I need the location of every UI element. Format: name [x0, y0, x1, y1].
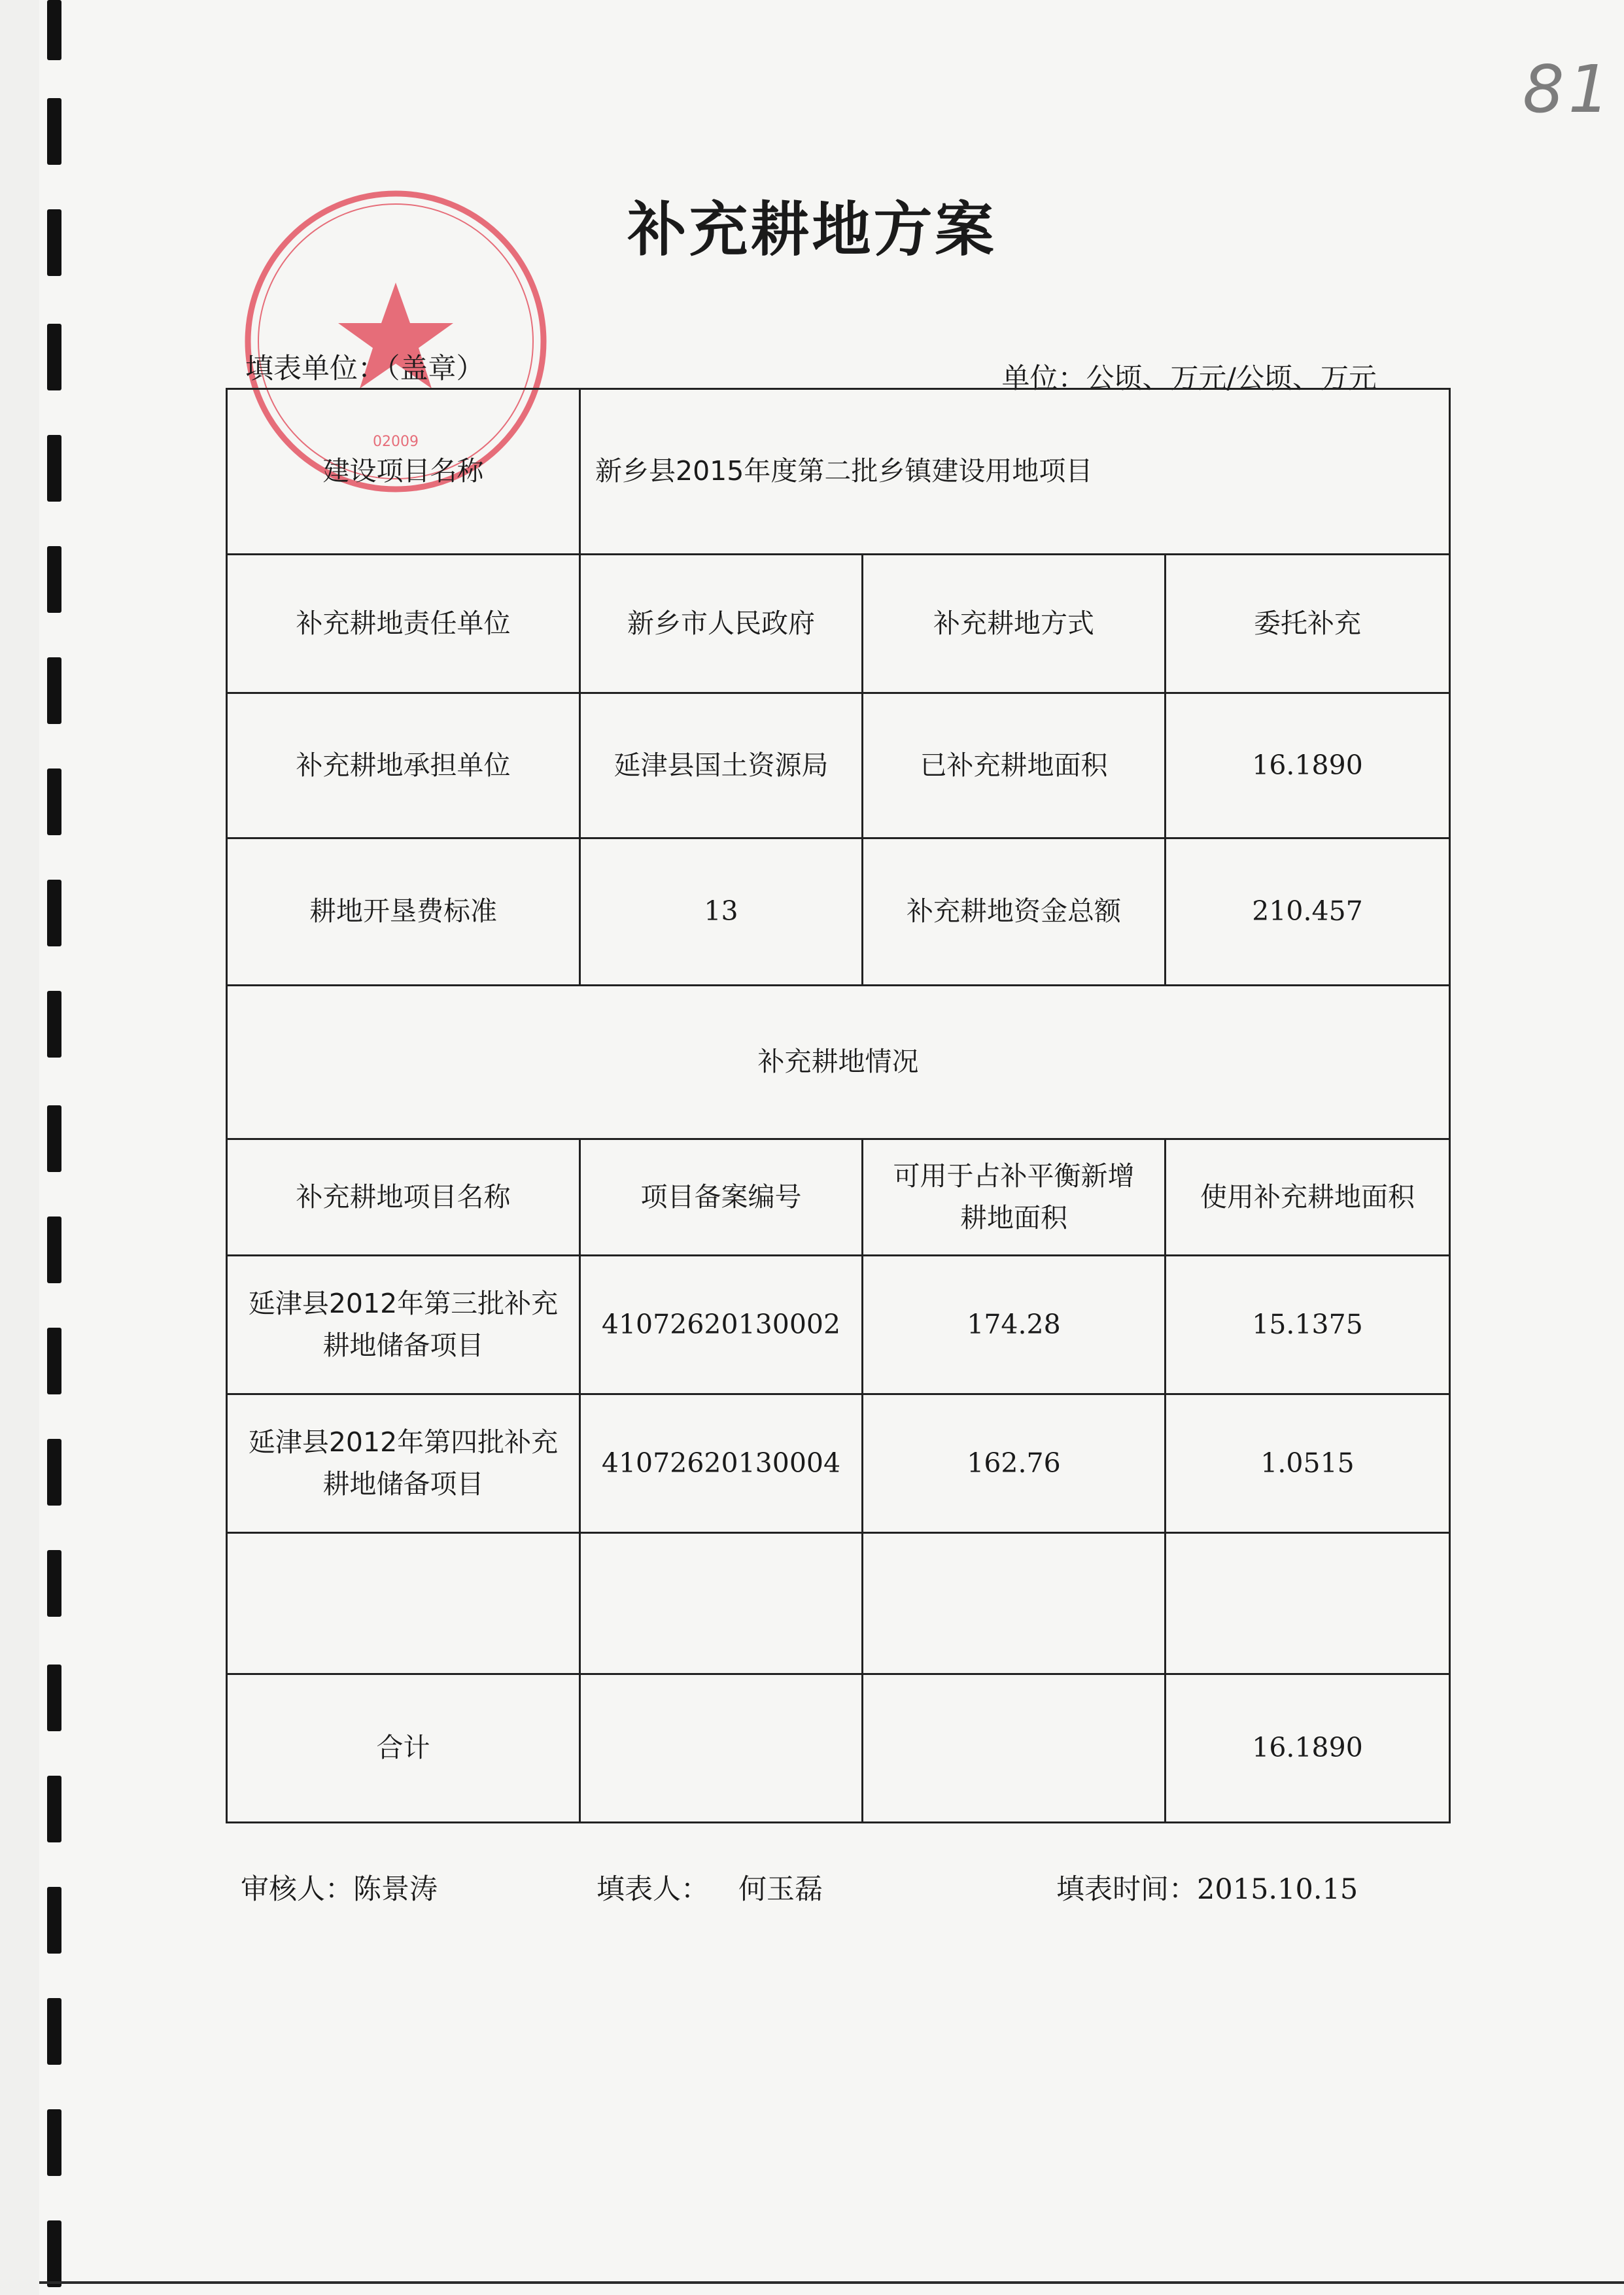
table-row	[227, 1394, 1450, 1533]
table-row	[227, 838, 1450, 986]
column-header: 使用补充耕地面积	[1166, 1139, 1450, 1256]
used-area-cell: 15.1375	[1166, 1256, 1450, 1394]
binding-strip	[0, 0, 39, 2295]
footer-date	[1056, 1867, 1358, 1907]
table-row	[227, 389, 1450, 555]
binding-mark	[47, 768, 61, 835]
supplemented-area-value: 16.1890	[1166, 693, 1450, 838]
column-header: 可用于占补平衡新增耕地面积	[863, 1139, 1166, 1256]
binding-mark	[47, 1998, 61, 2065]
table-total-row	[227, 1674, 1450, 1823]
binding-mark	[47, 324, 61, 390]
reclamation-fee-label: 耕地开垦费标准	[227, 838, 580, 986]
used-area-cell: 1.0515	[1166, 1394, 1450, 1533]
section-title: 补充耕地情况	[227, 986, 1450, 1139]
document-title: 补充耕地方案	[627, 196, 997, 264]
binding-mark	[47, 2220, 61, 2287]
table-row	[227, 693, 1450, 838]
bottom-rule	[39, 2281, 1624, 2284]
binding-mark	[47, 1328, 61, 1394]
binding-mark	[47, 657, 61, 724]
method-label: 补充耕地方式	[863, 555, 1166, 693]
column-header: 补充耕地项目名称	[227, 1139, 580, 1256]
binding-mark	[47, 1776, 61, 1842]
land-supplement-table	[226, 388, 1451, 1823]
supplemented-area-label: 已补充耕地面积	[863, 693, 1166, 838]
responsible-unit-value: 新乡市人民政府	[580, 555, 863, 693]
filler-name: 何玉磊	[738, 1873, 823, 1906]
binding-mark	[47, 0, 61, 60]
footer-reviewer	[241, 1867, 438, 1907]
reviewer-label: 审核人：	[241, 1873, 353, 1906]
empty-cell	[580, 1674, 863, 1823]
binding-mark	[47, 2109, 61, 2176]
table-header-row	[227, 1139, 1450, 1256]
binding-mark	[47, 1439, 61, 1506]
project-name-cell: 延津县2012年第三批补充耕地储备项目	[227, 1256, 580, 1394]
unit-note: 单位：公顷、万元/公顷、万元	[1001, 362, 1377, 395]
available-area-cell: 174.28	[863, 1256, 1166, 1394]
undertaking-unit-label: 补充耕地承担单位	[227, 693, 580, 838]
footer-filler	[596, 1867, 823, 1907]
binding-mark	[47, 1105, 61, 1172]
method-value: 委托补充	[1166, 555, 1450, 693]
table-row	[227, 1256, 1450, 1394]
empty-cell	[580, 1533, 863, 1674]
table-row-empty	[227, 1533, 1450, 1674]
date-label: 填表时间：	[1056, 1873, 1197, 1906]
reclamation-fee-value: 13	[580, 838, 863, 986]
reviewer-name: 陈景涛	[353, 1873, 438, 1906]
binding-mark	[47, 546, 61, 613]
empty-cell	[227, 1533, 580, 1674]
seal-code: 02009	[373, 434, 419, 450]
binding-mark	[47, 1665, 61, 1731]
total-funds-label: 补充耕地资金总额	[863, 838, 1166, 986]
undertaking-unit-value: 延津县国土资源局	[580, 693, 863, 838]
record-number-cell: 41072620130004	[580, 1394, 863, 1533]
fill-unit-label: 填表单位：（盖章）	[245, 353, 485, 385]
binding-mark	[47, 1550, 61, 1617]
page-number: 81	[1523, 51, 1614, 128]
binding-mark	[47, 1217, 61, 1283]
table-row	[227, 986, 1450, 1139]
empty-cell	[863, 1533, 1166, 1674]
record-number-cell: 41072620130002	[580, 1256, 863, 1394]
binding-mark	[47, 991, 61, 1058]
total-used-area: 16.1890	[1166, 1674, 1450, 1823]
empty-cell	[1166, 1533, 1450, 1674]
binding-mark	[47, 98, 61, 165]
empty-cell	[863, 1674, 1166, 1823]
binding-mark	[47, 880, 61, 946]
total-label: 合计	[227, 1674, 580, 1823]
binding-mark	[47, 1887, 61, 1954]
column-header: 项目备案编号	[580, 1139, 863, 1256]
responsible-unit-label: 补充耕地责任单位	[227, 555, 580, 693]
project-name-label: 建设项目名称	[227, 389, 580, 555]
filler-label: 填表人：	[596, 1873, 709, 1906]
project-name-value: 新乡县2015年度第二批乡镇建设用地项目	[580, 389, 1450, 555]
project-name-cell: 延津县2012年第四批补充耕地储备项目	[227, 1394, 580, 1533]
available-area-cell: 162.76	[863, 1394, 1166, 1533]
binding-mark	[47, 435, 61, 502]
date-value: 2015.10.15	[1197, 1873, 1358, 1906]
table-row	[227, 555, 1450, 693]
total-funds-value: 210.457	[1166, 838, 1450, 986]
